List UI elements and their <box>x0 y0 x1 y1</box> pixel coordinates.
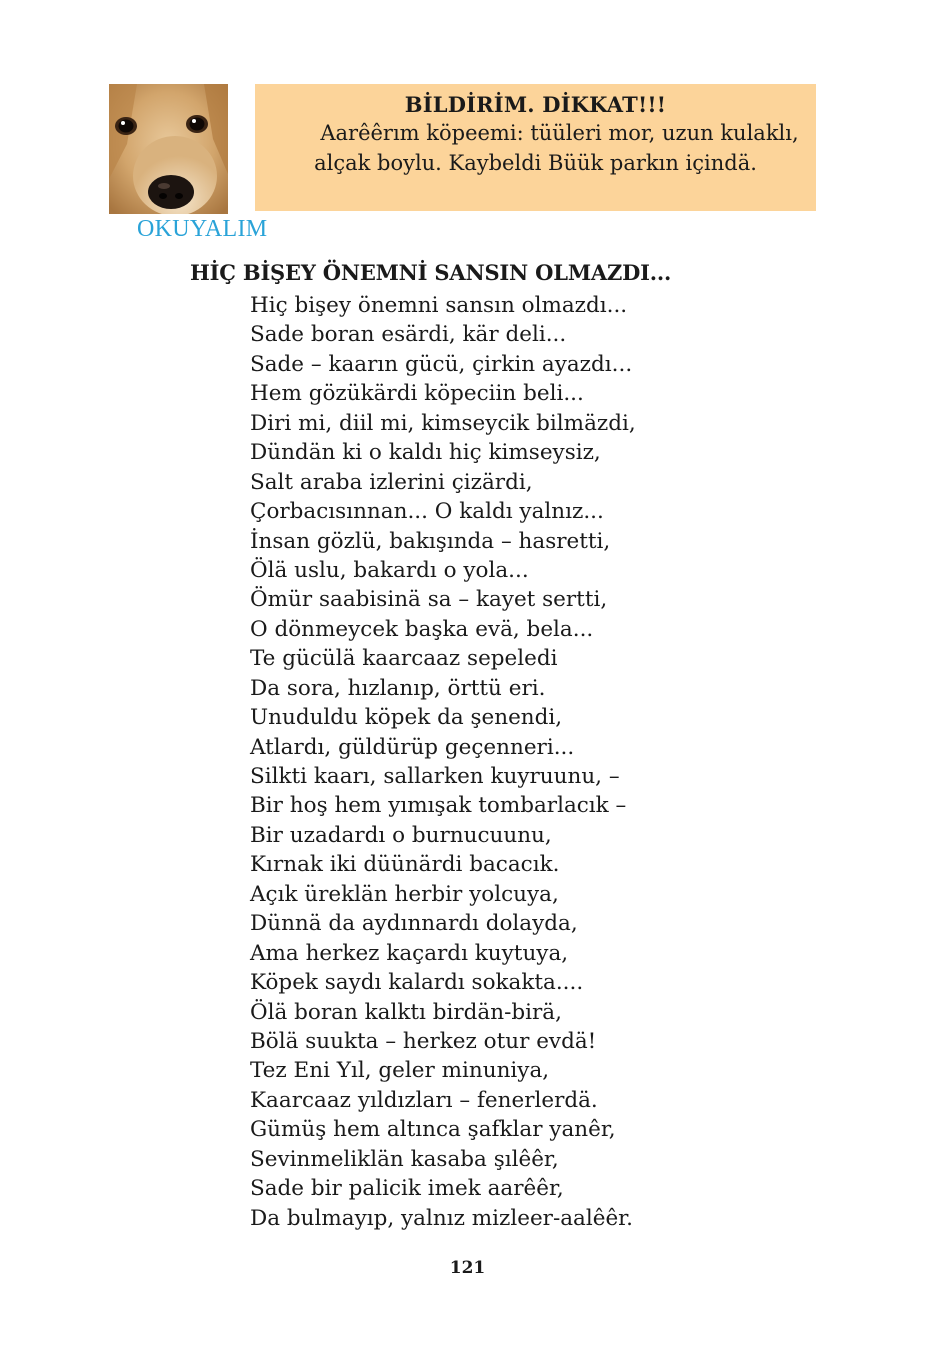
poem-line: Dündän ki o kaldı hiç kimseysiz, <box>250 440 601 466</box>
poem-line: Kırnak iki düünärdi bacacık. <box>250 852 560 878</box>
poem-line: Salt araba izlerini çizärdi, <box>250 469 533 495</box>
poem-line: Kaarcaaz yıldızları – fenerlerdä. <box>250 1087 598 1113</box>
dog-face-image <box>109 84 228 214</box>
poem-line: Hiç bişey önemni sansın olmazdı... <box>250 293 628 318</box>
lost-dog-notice <box>255 84 816 211</box>
notice-title: BİLDİRİM. DİKKAT!!! <box>404 92 667 117</box>
poem-line: Da sora, hızlanıp, örttü eri. <box>250 675 546 701</box>
poem-line: Hem gözükärdi köpeciin beli... <box>250 381 584 407</box>
poem-line: Sevinmeliklän kasaba şılêêr, <box>250 1146 559 1172</box>
poem-line: Bir hoş hem yımışak tombarlacık – <box>250 793 627 819</box>
page-number: 121 <box>449 1258 486 1278</box>
notice-text: Aarêêrım köpeemi: tüüleri mor, uzun kulaklı, alçak boylu. Kaybeldi Büük parkın içindä. <box>314 121 799 175</box>
poem-line: Diri mi, diil mi, kimseycik bilmäzdi, <box>250 410 636 436</box>
poem-line: Sade boran esärdi, kär deli... <box>250 322 567 348</box>
poem-line: Sade – kaarın gücü, çirkin ayazdı... <box>250 351 633 377</box>
poem-line: Ama herkez kaçardı kuytuya, <box>250 940 569 966</box>
poem-line: Dünnä da aydınnardı dolayda, <box>250 911 578 937</box>
poem-line: Gümüş hem altınca şafklar yanêr, <box>250 1117 616 1143</box>
poem-line: Sade bir palicik imek aarêêr, <box>250 1176 564 1202</box>
poem-line: Silkti kaarı, sallarken kuyruunu, – <box>250 764 620 789</box>
poem-title: HİÇ BİŞEY ÖNEMNİ SANSIN OLMAZDI... <box>190 260 672 285</box>
poem-line: Köpek saydı kalardı sokakta.... <box>250 970 584 996</box>
poem-line: Bir uzadardı o burnucuunu, <box>250 822 552 848</box>
poem-line: Ölä boran kalktı birdän-birä, <box>250 999 562 1025</box>
poem-body <box>250 291 636 1233</box>
poem-line: İnsan gözlü, bakışında – hasretti, <box>250 528 611 554</box>
poem-line: Atlardı, güldürüp geçenneri... <box>250 734 575 760</box>
poem-line: Ölä uslu, bakardı o yola... <box>250 557 529 583</box>
section-label: OKUYALIM <box>137 216 268 242</box>
poem-line: Açık üreklän herbir yolcuya, <box>250 881 559 907</box>
poem-line: Unuduldu köpek da şenendi, <box>250 705 563 731</box>
poem-line: Da bulmayıp, yalnız mizleer-aalêêr. <box>250 1205 633 1231</box>
poem-line: Çorbacısınnan... O kaldı yalnız... <box>250 499 604 525</box>
poem-line: Bölä suukta – herkez otur evdä! <box>250 1028 597 1054</box>
dog-photo <box>109 84 228 214</box>
poem-line: Te gücülä kaarcaaz sepeledi <box>250 646 558 672</box>
poem-line: Tez Eni Yıl, geler minuniya, <box>250 1058 550 1084</box>
poem-line: Ömür saabisinä sa – kayet sertti, <box>250 587 608 613</box>
poem-line: O dönmeycek başka evä, bela... <box>250 616 594 642</box>
